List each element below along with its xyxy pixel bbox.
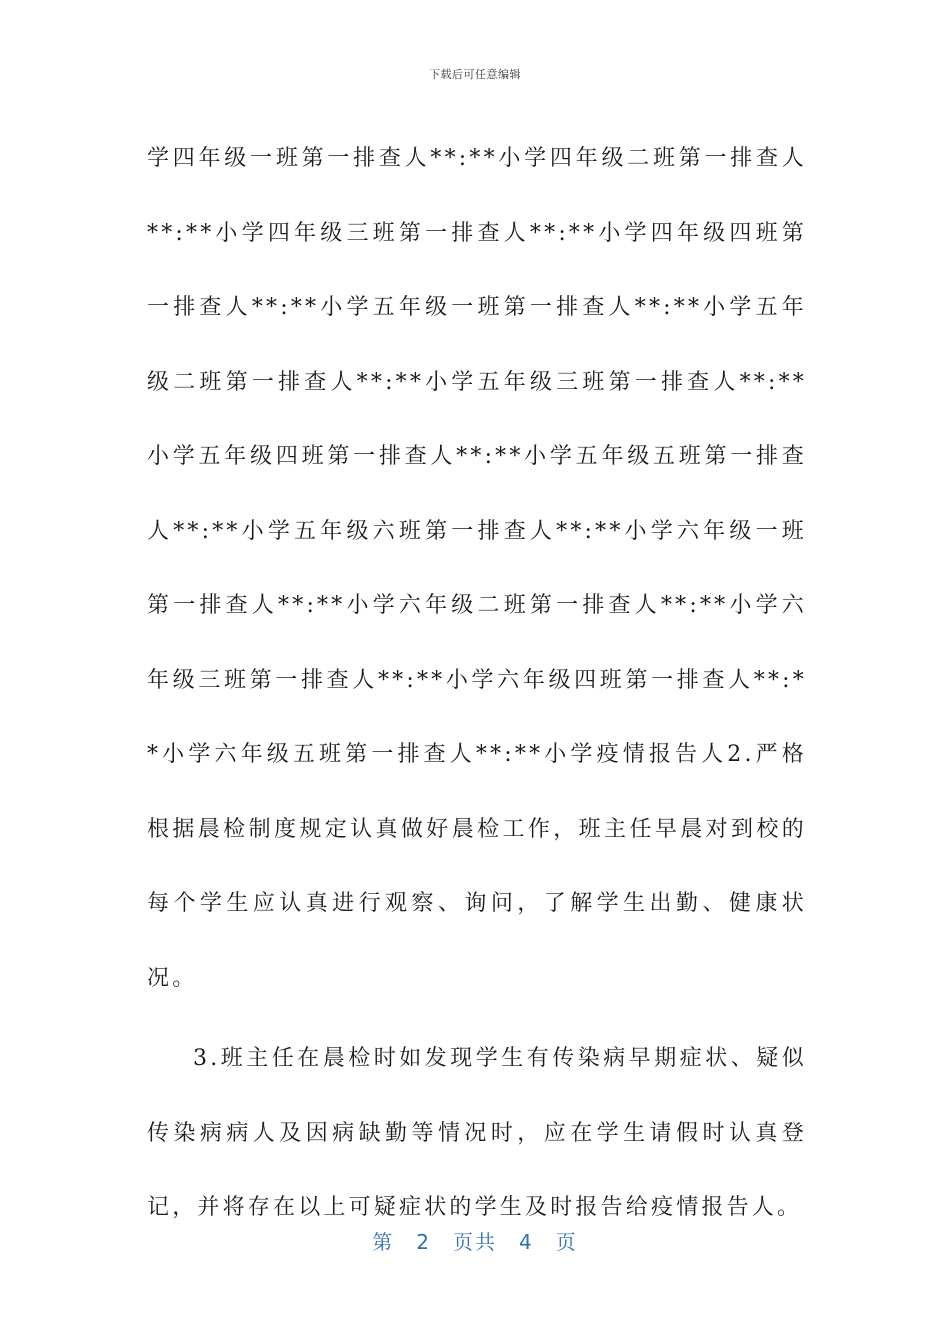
footer-label-ye-gong: 页共 <box>453 1230 497 1254</box>
footer-label-di: 第 <box>372 1230 395 1254</box>
document-body <box>147 122 807 1246</box>
body-paragraph-1: 学四年级一班第一排查人**:**小学四年级二班第一排查人**:**小学四年级三班第一排查人**:**小学四年级四班第一排查人**:**小学五年级一班第一排查人**:**小学五年级二班第一排查人**:**小学五年级三班第一排查人**:**小学五年级四班第一排查人**:**小学五年级五班第一排查人**:**小学五年级六班第一排查人**:**小学六年级一班第一排查人**:**小学六年级二班第一排查人**:**小学六年级三班第一排查人**:**小学六年级四班第一排查人**:**小学六年级五班第一排查人**:**小学疫情报告人2.严格根据晨检制度规定认真做好晨检工作，班主任早晨对到校的每个学生应认真进行观察、询问，了解学生出勤、健康状况。 <box>147 146 807 991</box>
footer-total-pages: 4 <box>519 1230 534 1254</box>
footer-current-page: 2 <box>416 1230 431 1254</box>
page-footer <box>0 1226 950 1255</box>
header-note: 下载后可任意编辑 <box>429 68 521 81</box>
footer-label-ye: 页 <box>555 1230 578 1254</box>
body-paragraph-2: 3.班主任在晨检时如发现学生有传染病早期症状、疑似传染病病人及因病缺勤等情况时，应在学生请假时认真登记，并将存在以上可疑症状的学生及时报告给疫情报告人。 <box>147 1046 807 1220</box>
